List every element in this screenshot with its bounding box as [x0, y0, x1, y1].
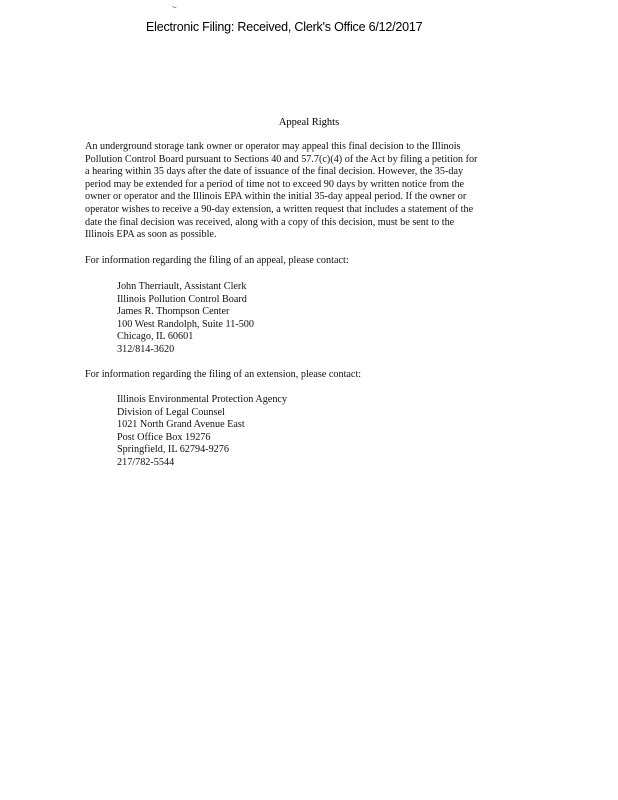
- address-line: 312/814-3620: [117, 343, 175, 355]
- epa-contact-address: [117, 394, 287, 470]
- epa-contact-prompt: For information regarding the filing of an extension, please contact:: [85, 369, 362, 380]
- address-line: 217/782-5544: [117, 456, 175, 468]
- paragraph-line: An underground storage tank owner or operator may appeal this final decision to the Illinois: [85, 141, 461, 152]
- paragraph-line: operator wishes to receive a 90-day extension, a written request that includes a statement of the: [85, 203, 474, 215]
- address-line: Illinois Environmental Protection Agency: [117, 394, 288, 405]
- paragraph-line: owner or operator and the Illinois EPA within the initial 35-day appeal period. If the owner or: [85, 191, 467, 203]
- address-line: John Therriault, Assistant Clerk: [117, 281, 247, 292]
- stray-mark: ~: [172, 3, 177, 12]
- paragraph-line: Illinois EPA as soon as possible.: [85, 229, 217, 241]
- address-line: Division of Legal Counsel: [117, 406, 225, 418]
- board-contact-prompt: For information regarding the filing of an appeal, please contact:: [85, 255, 349, 266]
- document-title: Appeal Rights: [278, 117, 340, 128]
- paragraph-line: date the final decision was received, along with a copy of this decision, must be sent to the: [85, 216, 455, 228]
- paragraph-line: period may be extended for a period of time not to exceed 90 days by written notice from the: [85, 178, 465, 190]
- address-line: 100 West Randolph, Suite 11-500: [117, 318, 254, 330]
- address-line: Chicago, IL 60601: [117, 331, 194, 343]
- address-line: James R. Thompson Center: [117, 306, 230, 318]
- paragraph-line: Pollution Control Board pursuant to Sections 40 and 57.7(c)(4) of the Act by filing a petition for: [85, 153, 478, 165]
- address-line: Post Office Box 19276: [117, 431, 211, 443]
- paragraph-line: a hearing within 35 days after the date of issuance of the final decision. However, the 35-day: [85, 166, 464, 178]
- board-contact-address: [117, 281, 254, 357]
- address-line: 1021 North Grand Avenue East: [117, 419, 245, 431]
- filing-stamp: Electronic Filing: Received, Clerk's Office 6/12/2017: [146, 20, 423, 34]
- address-line: Illinois Pollution Control Board: [117, 293, 247, 305]
- address-line: Springfield, IL 62794-9276: [117, 444, 229, 456]
- appeal-paragraph: [85, 141, 495, 242]
